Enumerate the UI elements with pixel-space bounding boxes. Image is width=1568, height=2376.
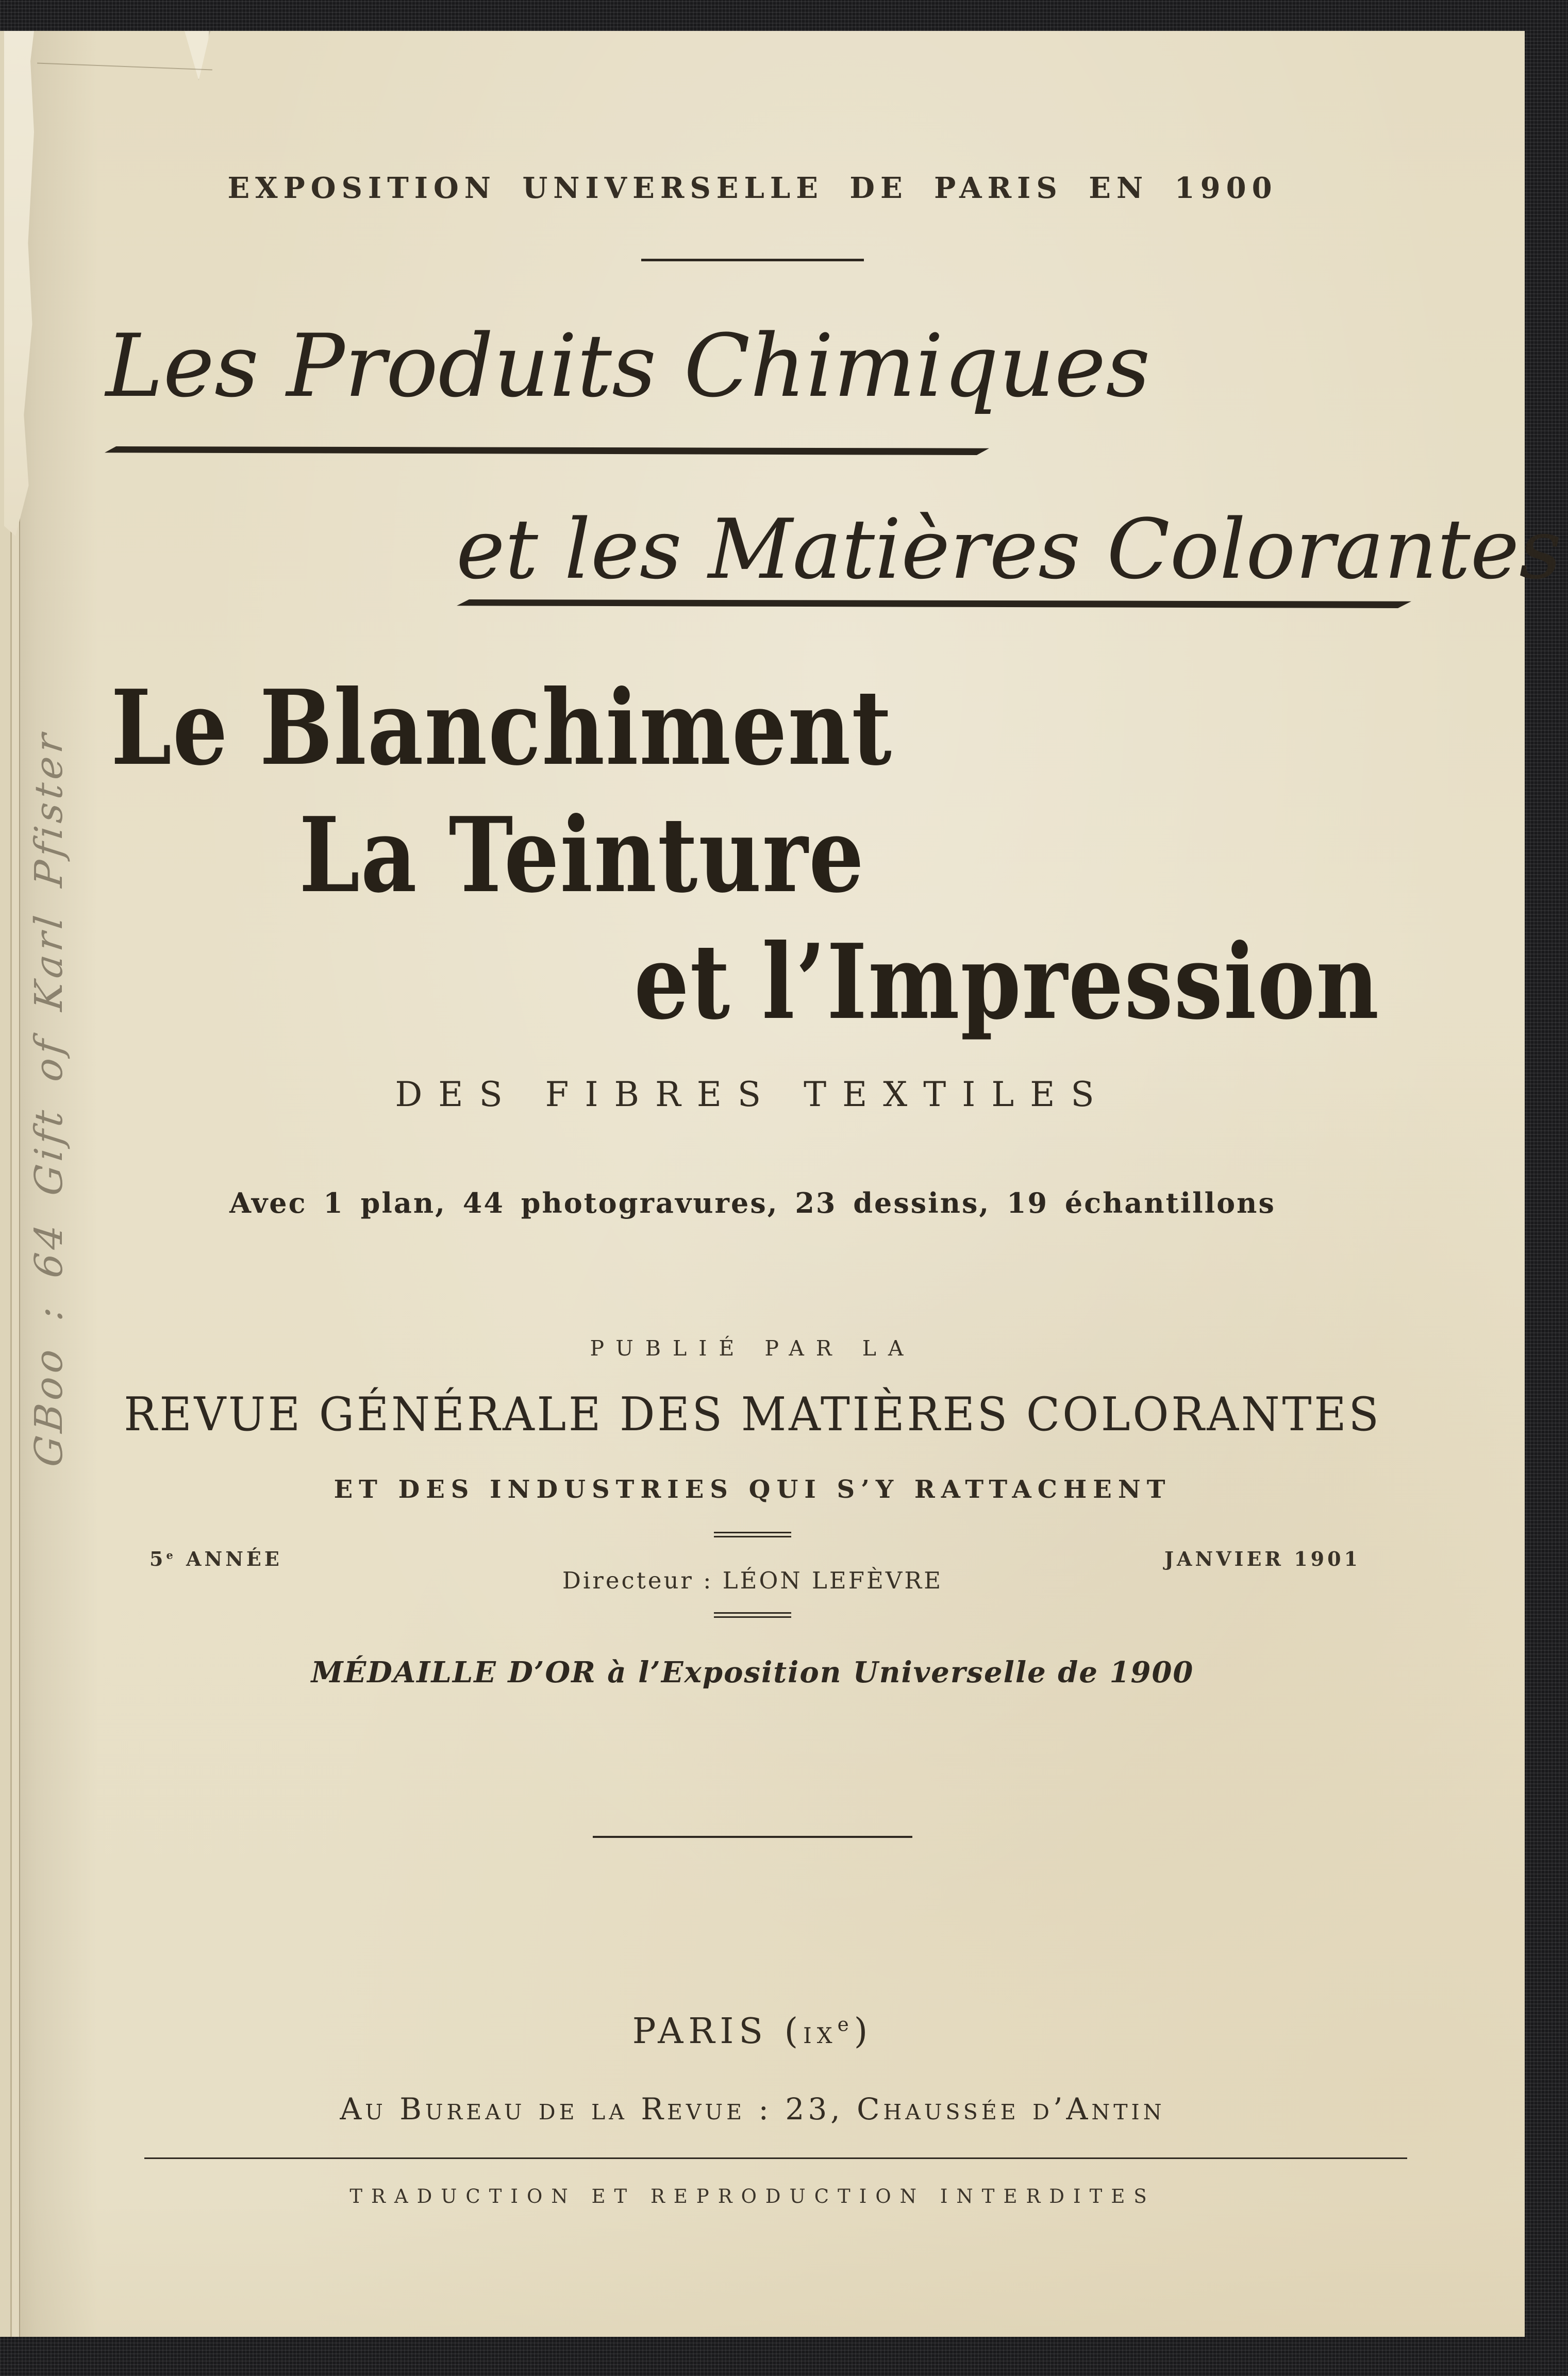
illustrations-note: Avec 1 plan, 44 photogravures, 23 dessins, 19 échantillons — [229, 1186, 1276, 1219]
imprint-city — [0, 2011, 1505, 2052]
director-line: Directeur : LÉON LEFÈVRE — [562, 1567, 943, 1594]
series-title-line1: Les Produits Chimiques — [106, 315, 1150, 416]
rights-line: TRADUCTION ET REPRODUCTION INTERDITES — [349, 2185, 1156, 2207]
edition-date: JANVIER 1901 — [1164, 1547, 1361, 1570]
main-title-line1-text: Le Blanchiment — [111, 667, 893, 789]
edition-year-sup: e — [166, 1548, 176, 1562]
series-title-underline1 — [105, 446, 989, 455]
published-by-line: PUBLIÉ PAR LA — [590, 1336, 915, 1361]
imprint-city-numeral: ix — [803, 2015, 838, 2051]
main-title-line3 — [0, 922, 1568, 1043]
double-rule-lower — [714, 1612, 791, 1618]
award-line: MÉDAILLE D’OR à l’Exposition Universelle de 1900 — [311, 1655, 1194, 1689]
imprint-city-prefix: PARIS ( — [632, 2011, 804, 2052]
publisher-name — [0, 1387, 1505, 1442]
main-title-line3-text: et l’Impression — [634, 922, 1380, 1043]
pencil-inscription: GBoo : 64 Gift of Karl Pfister — [27, 727, 71, 1469]
publisher-subline: ET DES INDUSTRIES QUI S’Y RATTACHENT — [333, 1475, 1172, 1504]
header-rule — [641, 259, 864, 261]
publisher-name-text: REVUE GÉNÉRALE DES MATIÈRES COLORANTES — [124, 1387, 1381, 1442]
imprint-city-sup: e — [837, 2013, 854, 2036]
main-title-line1 — [0, 667, 1568, 789]
main-title-line2-text: La Teinture — [299, 795, 865, 916]
mid-rule — [593, 1836, 912, 1838]
main-title-line2 — [0, 795, 1568, 916]
subtitle-fibres-textiles: DES FIBRES TEXTILES — [395, 1075, 1110, 1114]
series-title-line2: et les Matières Colorantes — [456, 501, 1562, 597]
edition-year-number: 5 — [149, 1547, 166, 1570]
edition-year-label: ANNÉE — [176, 1547, 282, 1570]
exposition-header: EXPOSITION UNIVERSELLE DE PARIS EN 1900 — [227, 171, 1278, 205]
long-rule — [144, 2157, 1407, 2159]
series-title-underline2 — [457, 599, 1411, 608]
imprint-city-suffix: ) — [854, 2011, 873, 2052]
imprint-address: Au Bureau de la Revue : 23, Chaussée d’Antin — [340, 2091, 1165, 2127]
double-rule-upper — [714, 1532, 791, 1537]
